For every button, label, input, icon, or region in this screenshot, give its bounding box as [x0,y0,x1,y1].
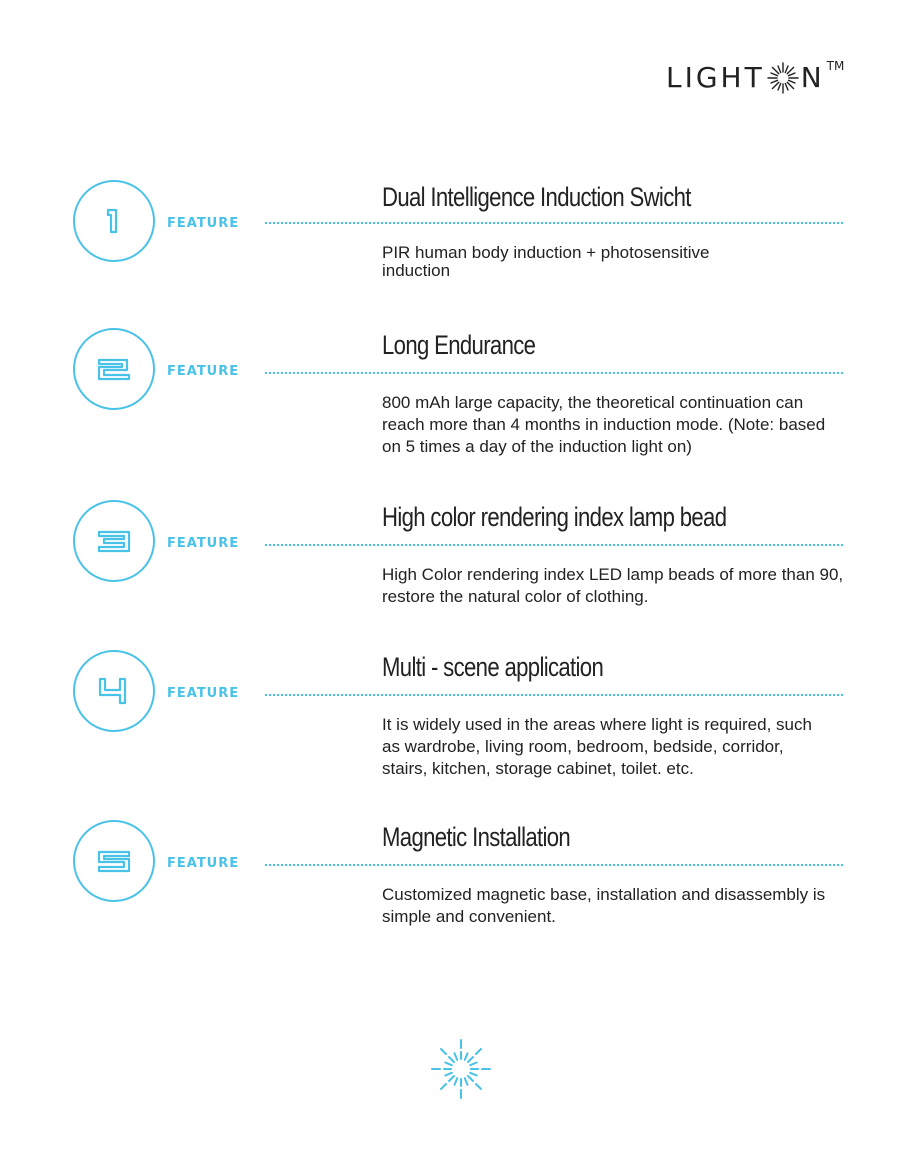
sunburst-o-icon [766,61,800,95]
feature-description: Customized magnetic base, installation and disassembly is simple and convenient. [382,885,826,926]
feature-number-badge [73,180,155,262]
feature-label: FEATURE [167,216,240,231]
number-1-icon [94,201,134,241]
feature-5 [0,820,909,960]
feature-description: 800 mAh large capacity, the theoretical continuation can reach more than 4 months in induction mode. (Note: based on 5 times a day of the induction light on) [382,393,826,456]
feature-description: It is widely used in the areas where light is required, such as wardrobe, living room, bedroom, bedside, corridor, stairs, kitchen, storage cabinet, toilet. etc. [382,715,812,778]
feature-title: High color rendering index lamp bead [382,502,727,532]
feature-number-badge [73,820,155,902]
feature-1 [0,180,909,320]
feature-number-badge [73,328,155,410]
brand-name-right: N [800,61,825,94]
brand-name-left: LIGHT [666,61,765,94]
trademark: TM [826,59,845,73]
dotted-divider [265,864,843,866]
feature-label: FEATURE [167,536,240,551]
number-2-icon [94,349,134,389]
dotted-divider [265,222,843,224]
dotted-divider [265,372,843,374]
feature-number-badge [73,650,155,732]
feature-description: PIR human body induction + photosensitive induction [382,243,710,280]
feature-title: Multi - scene application [382,652,604,682]
feature-description: High Color rendering index LED lamp beads of more than 90, restore the natural color of clothing. [382,565,844,606]
dotted-divider [265,694,843,696]
feature-number-badge [73,500,155,582]
feature-label: FEATURE [167,364,240,379]
feature-2 [0,328,909,468]
feature-4 [0,650,909,790]
feature-title: Dual Intelligence Induction Swicht [382,182,691,212]
brand-logo [666,58,866,98]
sunburst-icon [427,1035,495,1103]
feature-title: Magnetic Installation [382,822,571,852]
feature-label: FEATURE [167,856,240,871]
feature-title: Long Endurance [382,330,536,360]
feature-label: FEATURE [167,686,240,701]
dotted-divider [265,544,843,546]
number-3-icon [94,521,134,561]
feature-3 [0,500,909,640]
number-5-icon [94,841,134,881]
number-4-icon [94,671,134,711]
